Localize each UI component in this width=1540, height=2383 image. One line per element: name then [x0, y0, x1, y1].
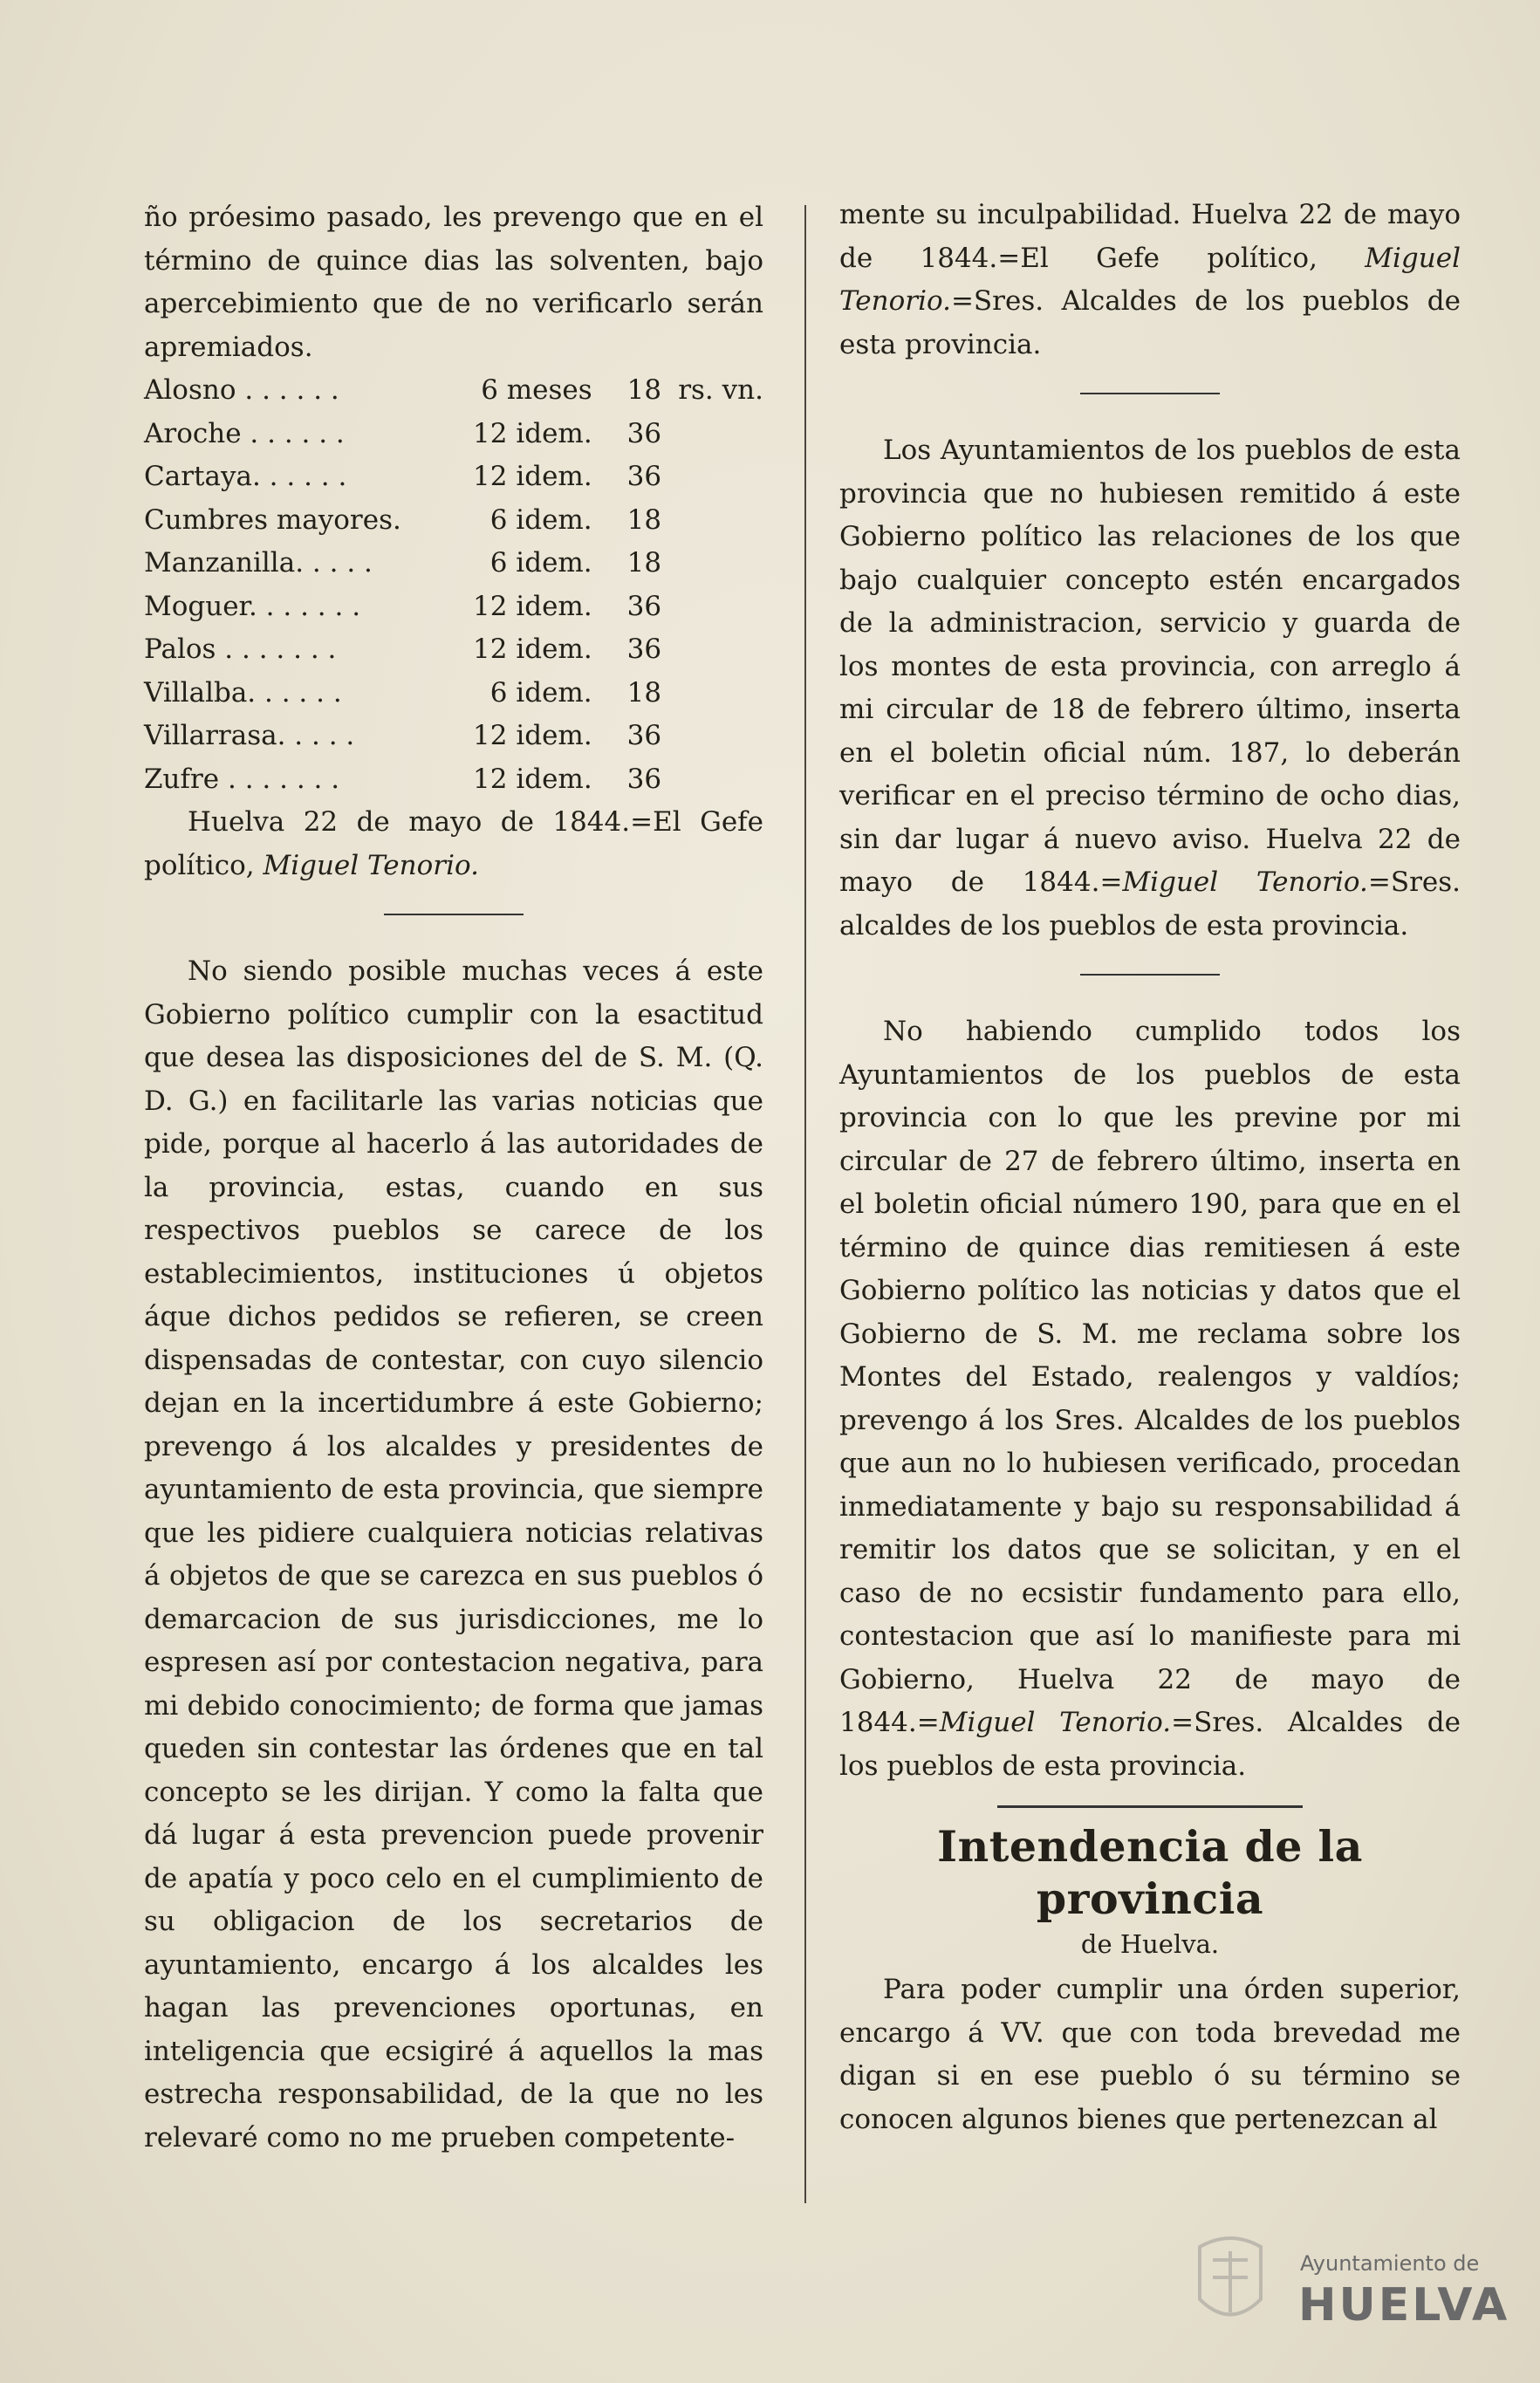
amount-cell: 36	[626, 633, 662, 665]
paragraph-montes-relaciones	[839, 429, 1461, 948]
municipality-table	[144, 369, 763, 801]
amount-cell: 36	[626, 590, 662, 622]
paragraph-montes-estado	[839, 1010, 1461, 1788]
signature: Miguel Tenorio.	[839, 242, 1461, 317]
section-rule	[997, 1805, 1303, 1808]
table-row	[144, 585, 763, 629]
table-row	[144, 542, 763, 585]
municipality-name: Alosno . . . . . .	[144, 374, 339, 406]
amount-cell: 36	[626, 720, 662, 751]
signature: Miguel Tenorio.	[939, 1707, 1172, 1738]
table-row	[144, 369, 763, 413]
unit-cell	[678, 715, 763, 758]
amount-cell: 36	[626, 763, 662, 795]
intro-paragraph: ño próesimo pasado, les prevengo que en el término de quince dias las solventen, bajo apercebimiento que de no verificarlo serán apremiados.	[144, 202, 763, 363]
municipality-name: Cumbres mayores.	[144, 503, 401, 536]
table-row	[144, 499, 763, 543]
continuation-paragraph	[839, 194, 1461, 366]
signature: Miguel Tenorio.	[263, 849, 479, 881]
section-subheading: de Huelva.	[1080, 1929, 1220, 1959]
watermark-caption: Ayuntamiento de	[1300, 2251, 1480, 2276]
amount-cell: 18	[626, 676, 662, 709]
right-column	[839, 194, 1461, 2141]
duration-cell: 12 idem.	[473, 720, 592, 751]
separator-rule	[1080, 974, 1220, 976]
unit-cell	[678, 499, 763, 543]
table-row	[144, 455, 763, 499]
municipality-name: Zufre . . . . . . .	[144, 763, 340, 795]
unit-cell	[678, 672, 763, 716]
unit-cell	[678, 585, 763, 629]
unit-cell	[678, 455, 763, 499]
section-heading: Intendencia de la provincia	[937, 1821, 1363, 1924]
amount-cell: 36	[626, 417, 662, 449]
table-row	[144, 715, 763, 758]
unit-cell: rs. vn.	[678, 374, 763, 406]
paragraph-text: Los Ayuntamientos de los pueblos de esta provincia que no hubiesen remitido á este Gobierno político las relaciones de los que bajo cualquier concepto estén encargados de la administracion, servicio y guarda de los montes de esta provincia, con arreglo á mi circular de 18 de febrero último, inserta en el boletin oficial núm. 187, lo deberán verificar en el preciso término de ocho dias, sin dar lugar á nuevo aviso. Huelva 22 de mayo de 1844.=	[839, 435, 1461, 898]
duration-cell: 6 meses	[481, 374, 592, 406]
municipality-name: Villarrasa. . . . .	[144, 720, 355, 751]
unit-cell	[678, 542, 763, 585]
duration-cell: 6 idem.	[489, 503, 592, 536]
duration-cell: 12 idem.	[473, 590, 592, 622]
separator-rule	[384, 914, 524, 915]
paragraph-tail: =Sres. alcaldes de los pueblos de esta provincia.	[839, 866, 1461, 942]
amount-cell: 18	[626, 374, 662, 406]
duration-cell: 12 idem.	[473, 417, 592, 449]
duration-cell: 12 idem.	[473, 461, 592, 492]
municipality-name: Aroche . . . . . .	[144, 417, 345, 449]
table-row	[144, 758, 763, 802]
closing-line	[144, 801, 763, 887]
amount-cell: 18	[626, 503, 662, 536]
table-row	[144, 413, 763, 456]
unit-cell	[678, 628, 763, 672]
continuation-text: mente su inculpabilidad. Huelva 22 de mayo de 1844.=El Gefe político,	[839, 199, 1461, 274]
duration-cell: 6 idem.	[489, 547, 592, 579]
closing-text: Huelva 22 de mayo de 1844.=El Gefe político,	[144, 806, 763, 881]
municipality-name: Villalba. . . . . .	[144, 676, 342, 709]
unit-cell	[678, 758, 763, 802]
paragraph-notice: No siendo posible muchas veces á este Gobierno político cumplir con la esactitud que desea las disposiciones del de S. M. (Q. D. G.) en facilitarle las varias noticias que pide, porque al hacerlo á las autoridades de la provincia, estas, cuando en sus respectivos pueblos se carece de los establecimientos, instituciones ú objetos áque dichos pedidos se refieren, se creen dispensadas de contestar, con cuyo silencio dejan en la incertidumbre á este Gobierno; prevengo á los alcaldes y presidentes de ayuntamiento de esta provincia, que siempre que les pidiere cualquiera noticias relativas á objetos de que se carezca en sus pueblos ó demarcacion de sus jurisdicciones, me lo espresen así por contestacion negativa, para mi debido conocimiento; de forma que jamas queden sin contestar las órdenes que en tal concepto se les dirijan. Y como la falta que dá lugar á esta prevencion puede provenir de apatía y poco celo en el cumplimiento de su obligacion de los secretarios de ayuntamiento, encargo á los alcaldes les hagan las prevenciones oportunas, en inteligencia que ecsigiré á aquellos la mas estrecha responsabilidad, de la que no les relevaré como no me prueben competente-	[144, 955, 763, 2154]
column-divider	[804, 205, 806, 2203]
watermark-word: HUELVA	[1298, 2279, 1510, 2332]
left-column	[144, 196, 763, 2160]
continuation-tail: =Sres. Alcaldes de los pueblos de esta provincia.	[839, 285, 1461, 360]
duration-cell: 12 idem.	[473, 633, 592, 665]
table-row	[144, 628, 763, 672]
duration-cell: 12 idem.	[473, 763, 592, 795]
municipality-name: Cartaya. . . . . .	[144, 461, 347, 492]
duration-cell: 6 idem.	[489, 676, 592, 709]
municipality-name: Moguer. . . . . . .	[144, 590, 361, 622]
amount-cell: 36	[626, 461, 662, 492]
paragraph-text: No habiendo cumplido todos los Ayuntamientos de los pueblos de esta provincia con lo que les previne por mi circular de 27 de febrero último, inserta en el boletin oficial número 190, para que en el término de quince dias remitiesen á este Gobierno político las noticias y datos que el Gobierno de S. M. me reclama sobre los Montes del Estado, realengos y valdíos; prevengo á los Sres. Alcaldes de los pueblos que aun no lo hubiesen verificado, procedan inmediatamente y bajo su responsabilidad á remitir los datos que se solicitan, y en el caso de no ecsistir fundamento para ello, contestacion que así lo manifieste para mi Gobierno, Huelva 22 de mayo de 1844.=	[839, 1016, 1461, 1738]
amount-cell: 18	[626, 547, 662, 579]
separator-rule	[1080, 393, 1220, 394]
signature: Miguel Tenorio.	[1122, 866, 1368, 898]
table-row	[144, 672, 763, 716]
unit-cell	[678, 413, 763, 456]
municipality-name: Palos . . . . . . .	[144, 633, 337, 665]
municipality-name: Manzanilla. . . . .	[144, 547, 373, 579]
paragraph-tail: =Sres. Alcaldes de los pueblos de esta provincia.	[839, 1707, 1461, 1782]
paragraph-intendencia: Para poder cumplir una órden superior, encargo á VV. que con toda brevedad me digan si en ese pueblo ó su término se conocen algunos bienes que pertenezcan al	[839, 1974, 1461, 2135]
